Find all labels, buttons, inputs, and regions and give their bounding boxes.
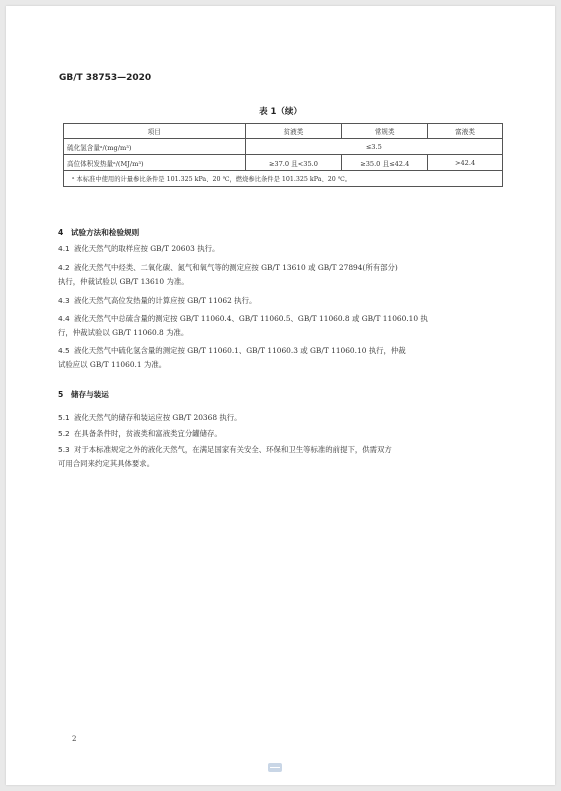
spec-table bbox=[63, 123, 503, 187]
clause-text-cont: 执行，仲裁试验以 GB/T 13610 为准。 bbox=[58, 276, 189, 286]
clause-5-1 bbox=[58, 411, 506, 425]
header-cell: 常规类 bbox=[342, 124, 428, 139]
clause-number: 4.2 bbox=[58, 263, 70, 272]
clause-text-cont: 试验应以 GB/T 11060.1 为准。 bbox=[58, 359, 167, 369]
clause-5-3 bbox=[58, 443, 506, 470]
clause-text: 在具备条件时，贫液类和富液类宜分罐储存。 bbox=[74, 429, 222, 438]
clause-4-3 bbox=[58, 294, 506, 308]
clause-text: 液化天然气的储存和装运应按 GB/T 20368 执行。 bbox=[74, 413, 242, 422]
header-cell: 项目 bbox=[64, 124, 246, 139]
clause-number: 5.3 bbox=[58, 445, 70, 454]
table-caption: 表 1（续） bbox=[259, 107, 302, 117]
clause-4-4 bbox=[58, 312, 506, 339]
clause-text: 液化天然气中硫化氢含量的测定按 GB/T 11060.1、GB/T 11060.3 或 GB/T 11060.10 执行，仲裁 bbox=[74, 346, 406, 355]
value-cell: ≥37.0 且<35.0 bbox=[245, 155, 342, 171]
clause-text: 液化天然气高位发热量的计算应按 GB/T 11062 执行。 bbox=[74, 296, 257, 305]
clause-number: 4.5 bbox=[58, 346, 70, 355]
standard-code: GB/T 38753—2020 bbox=[59, 73, 152, 83]
table-footnote: ᵃ 本标准中使用的计量参比条件是 101.325 kPa、20 ℃，燃烧参比条件是 101.325 kPa、20 ℃。 bbox=[64, 171, 503, 187]
clause-4-5 bbox=[58, 344, 506, 371]
table-header-row bbox=[64, 124, 503, 139]
table-note-row bbox=[64, 171, 503, 187]
row-label: 高位体积发热量ᵃ/(MJ/m³) bbox=[64, 155, 246, 171]
document-page bbox=[6, 6, 555, 785]
clause-number: 4.1 bbox=[58, 244, 70, 253]
clause-5-2 bbox=[58, 427, 506, 441]
page-number: 2 bbox=[72, 735, 77, 743]
clause-text-cont: 可用合同来约定其具体要求。 bbox=[58, 458, 155, 468]
clause-text: 对于本标准规定之外的液化天然气，在满足国家有关安全、环保和卫生等标准的前提下，供需双方 bbox=[74, 445, 392, 454]
clause-4-2 bbox=[58, 261, 506, 288]
clause-number: 4.3 bbox=[58, 296, 70, 305]
merged-value-cell: ≤3.5 bbox=[245, 139, 502, 155]
value-cell: >42.4 bbox=[428, 155, 503, 171]
clause-text: 液化天然气中总硫含量的测定按 GB/T 11060.4、GB/T 11060.5、GB/T 11060.8 或 GB/T 11060.10 执 bbox=[74, 314, 428, 323]
clause-text: 液化天然气的取样应按 GB/T 20603 执行。 bbox=[74, 244, 220, 253]
header-cell: 富液类 bbox=[428, 124, 503, 139]
clause-4-1 bbox=[58, 242, 506, 256]
table-row bbox=[64, 155, 503, 171]
section-5-heading: 5 储存与装运 bbox=[58, 390, 109, 399]
value-cell: ≥35.0 且≤42.4 bbox=[342, 155, 428, 171]
clause-text: 液化天然气中烃类、二氧化碳、氮气和氧气等的测定应按 GB/T 13610 或 GB/T 27894(所有部分) bbox=[74, 263, 398, 272]
row-label: 硫化氢含量ᵃ/(mg/m³) bbox=[64, 139, 246, 155]
clause-number: 5.1 bbox=[58, 413, 70, 422]
clause-number: 5.2 bbox=[58, 429, 70, 438]
header-cell: 贫液类 bbox=[245, 124, 342, 139]
clause-text-cont: 行，仲裁试验以 GB/T 11060.8 为准。 bbox=[58, 327, 189, 337]
section-4-heading: 4 试验方法和检验规则 bbox=[58, 228, 140, 237]
table-row bbox=[64, 139, 503, 155]
clause-number: 4.4 bbox=[58, 314, 70, 323]
viewer-logo-icon bbox=[268, 763, 282, 772]
